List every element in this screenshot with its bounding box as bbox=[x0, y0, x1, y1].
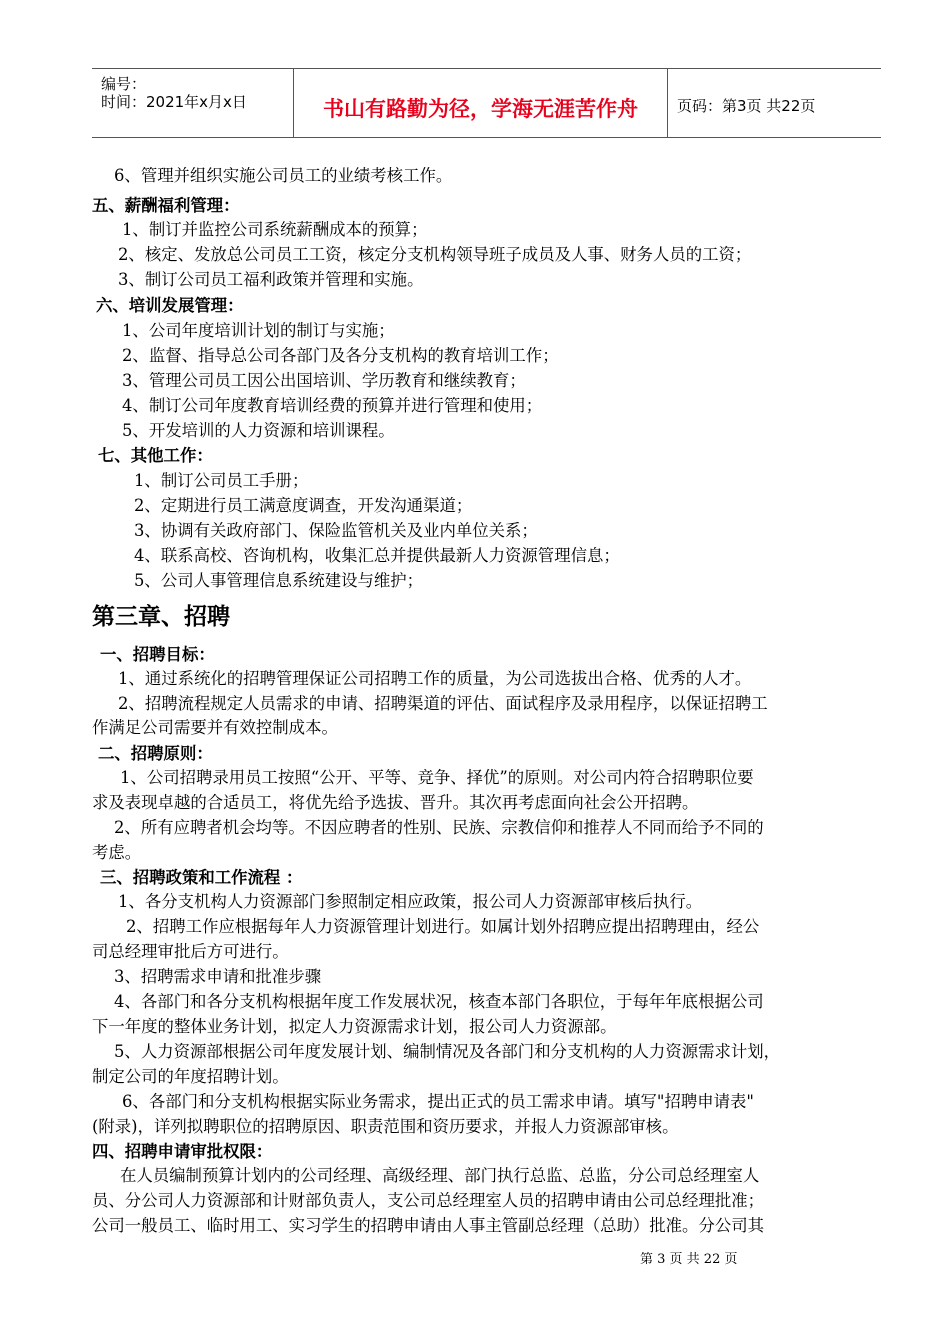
list-item: 3、制订公司员工福利政策并管理和实施。 bbox=[118, 270, 424, 289]
paragraph-line: 作满足公司需要并有效控制成本。 bbox=[92, 718, 338, 737]
header-meta-cell bbox=[92, 69, 293, 137]
section-heading: 五、薪酬福利管理： bbox=[92, 196, 240, 215]
header-motto: 书山有路勤为径，学海无涯苦作舟 bbox=[323, 96, 638, 121]
paragraph-line: 2、招聘工作应根据每年人力资源管理计划进行。如属计划外招聘应提出招聘理由，经公 bbox=[126, 917, 760, 936]
paragraph-line: 5、人力资源部根据公司年度发展计划、编制情况及各部门和分支机构的人力资源需求计划， bbox=[114, 1042, 781, 1061]
paragraph-line: 1、公司招聘录用员工按照“公开、平等、竞争、择优”的原则。对公司内符合招聘职位要 bbox=[120, 768, 754, 787]
section-heading: 四、招聘申请审批权限： bbox=[92, 1142, 273, 1161]
document-time-label: 时间：2021年x月x日 bbox=[101, 93, 247, 111]
section-heading: 六、培训发展管理： bbox=[96, 296, 244, 315]
list-item: 3、管理公司员工因公出国培训、学历教育和继续教育； bbox=[122, 371, 526, 390]
paragraph-line: 求及表现卓越的合适员工，将优先给予选拔、晋升。其次再考虑面向社会公开招聘。 bbox=[92, 793, 699, 812]
header-page-info: 页码：第3页 共22页 bbox=[677, 97, 816, 115]
paragraph-line: 2、所有应聘者机会均等。不因应聘者的性别、民族、宗教信仰和推荐人不同而给予不同的 bbox=[114, 818, 764, 837]
paragraph-line: 4、各部门和各分支机构根据年度工作发展状况，核查本部门各职位，于每年年底根据公司 bbox=[114, 992, 764, 1011]
paragraph-line: 在人员编制预算计划内的公司经理、高级经理、部门执行总监、总监，分公司总经理室人 bbox=[120, 1166, 760, 1185]
section-heading: 三、招聘政策和工作流程 ： bbox=[100, 868, 303, 887]
list-item: 2、核定、发放总公司员工工资，核定分支机构领导班子成员及人事、财务人员的工资； bbox=[118, 245, 752, 264]
list-item: 3、协调有关政府部门、保险监管机关及业内单位关系； bbox=[134, 521, 538, 540]
chapter-title: 第三章、招聘 bbox=[92, 604, 230, 630]
header-page-cell bbox=[667, 69, 881, 137]
paragraph-line: 公司一般员工、临时用工、实习学生的招聘申请由人事主管副总经理（总助）批准。分公司其 bbox=[92, 1216, 765, 1235]
paragraph-line: 3、招聘需求申请和批准步骤 bbox=[114, 967, 322, 986]
list-item: 4、联系高校、咨询机构，收集汇总并提供最新人力资源管理信息； bbox=[134, 546, 620, 565]
paragraph-line: (附录)，详列拟聘职位的招聘原因、职责范围和资历要求，并报人力资源部审核。 bbox=[92, 1117, 679, 1136]
section-heading: 七、其他工作： bbox=[98, 446, 213, 465]
paragraph-line: 6、各部门和分支机构根据实际业务需求，提出正式的员工需求申请。填写"招聘申请表" bbox=[122, 1092, 754, 1111]
header-motto-cell bbox=[293, 69, 668, 137]
paragraph-line: 制定公司的年度招聘计划。 bbox=[92, 1067, 289, 1086]
paragraph-line: 司总经理审批后方可进行。 bbox=[92, 942, 289, 961]
paragraph-line: 1、通过系统化的招聘管理保证公司招聘工作的质量，为公司选拔出合格、优秀的人才。 bbox=[118, 669, 752, 688]
page-header bbox=[92, 68, 881, 138]
list-item: 4、制订公司年度教育培训经费的预算并进行管理和使用； bbox=[122, 396, 543, 415]
paragraph-line: 1、各分支机构人力资源部门参照制定相应政策，报公司人力资源部审核后执行。 bbox=[118, 892, 703, 911]
page-footer: 第 3 页 共 22 页 bbox=[640, 1252, 738, 1267]
section-heading: 二、招聘原则： bbox=[98, 744, 213, 763]
list-item: 1、制订公司员工手册； bbox=[134, 471, 309, 490]
list-item: 5、公司人事管理信息系统建设与维护； bbox=[134, 571, 424, 590]
list-item: 5、开发培训的人力资源和培训课程。 bbox=[122, 421, 395, 440]
list-item: 6、管理并组织实施公司员工的业绩考核工作。 bbox=[114, 166, 453, 185]
paragraph-line: 考虑。 bbox=[92, 843, 142, 862]
paragraph-line: 员、分公司人力资源部和计财部负责人，支公司总经理室人员的招聘申请由公司总经理批准； bbox=[92, 1191, 765, 1210]
list-item: 1、制订并监控公司系统薪酬成本的预算； bbox=[122, 220, 428, 239]
list-item: 2、监督、指导总公司各部门及各分支机构的教育培训工作； bbox=[122, 346, 559, 365]
paragraph-line: 下一年度的整体业务计划，拟定人力资源需求计划，报公司人力资源部。 bbox=[92, 1017, 617, 1036]
section-heading: 一、招聘目标： bbox=[100, 645, 215, 664]
list-item: 2、定期进行员工满意度调查，开发沟通渠道； bbox=[134, 496, 473, 515]
list-item: 1、公司年度培训计划的制订与实施； bbox=[122, 321, 395, 340]
paragraph-line: 2、招聘流程规定人员需求的申请、招聘渠道的评估、面试程序及录用程序，以保证招聘工 bbox=[118, 694, 768, 713]
document-number-label: 编号： bbox=[101, 75, 147, 93]
